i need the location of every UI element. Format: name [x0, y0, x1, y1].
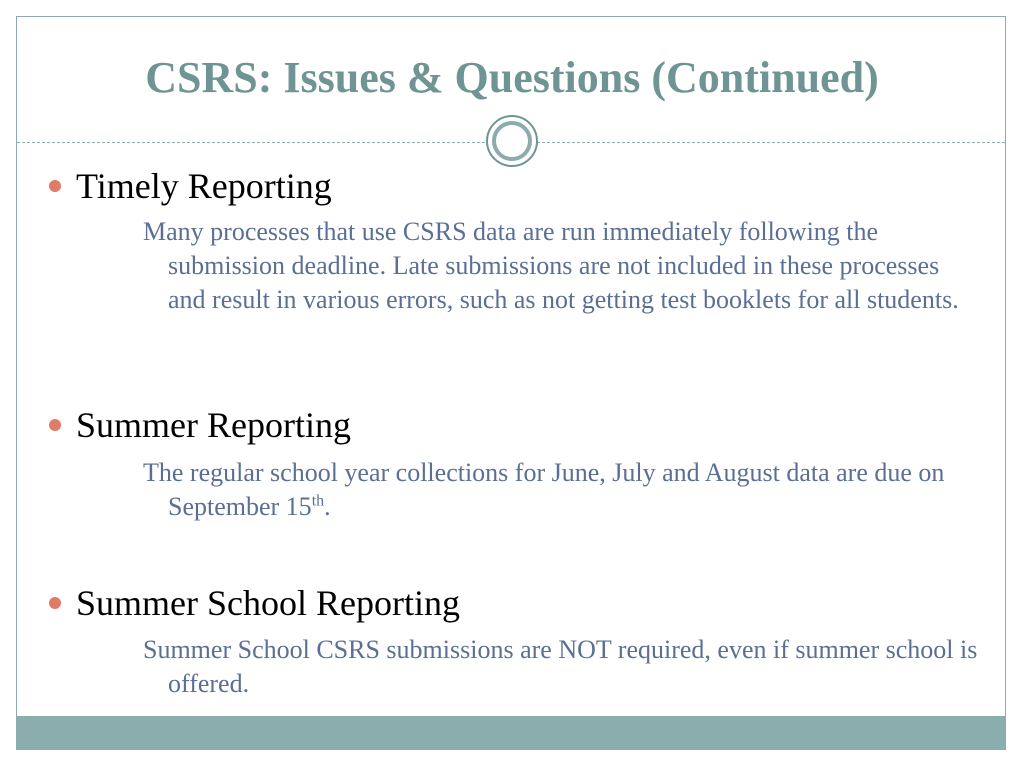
section-text-summer-school-reporting — [143, 633, 983, 701]
section-text-summer-school-reporting-body: Summer School CSRS submissions are NOT required, even if summer school is offered. — [143, 635, 978, 698]
section-text-timely-reporting-body: Many processes that use CSRS data are run immediately following the submission deadline. Late submissions are not included in these processes and result in various errors, such as not getting test booklets for all students. — [143, 217, 959, 314]
title-circle-ornament — [486, 115, 538, 167]
bullet-dot-icon — [49, 419, 61, 431]
footer-bar — [17, 716, 1005, 749]
section-heading-summer-school-reporting: Summer School Reporting — [76, 583, 460, 623]
section-text-timely-reporting — [143, 215, 983, 317]
section-text-summer-reporting-end: . — [324, 492, 331, 521]
bullet-dot-icon — [49, 597, 61, 609]
bullet-dot-icon — [49, 180, 61, 192]
section-text-summer-reporting — [143, 456, 983, 524]
slide-title: CSRS: Issues & Questions (Continued) — [145, 53, 879, 102]
section-text-summer-reporting-body: The regular school year collections for June, July and August data are due on September 15 — [143, 458, 945, 521]
section-heading-timely-reporting: Timely Reporting — [76, 166, 332, 206]
section-heading-summer-reporting: Summer Reporting — [76, 405, 351, 445]
title-circle-ornament-inner — [492, 121, 532, 161]
section-text-summer-reporting-superscript: th — [311, 492, 325, 510]
